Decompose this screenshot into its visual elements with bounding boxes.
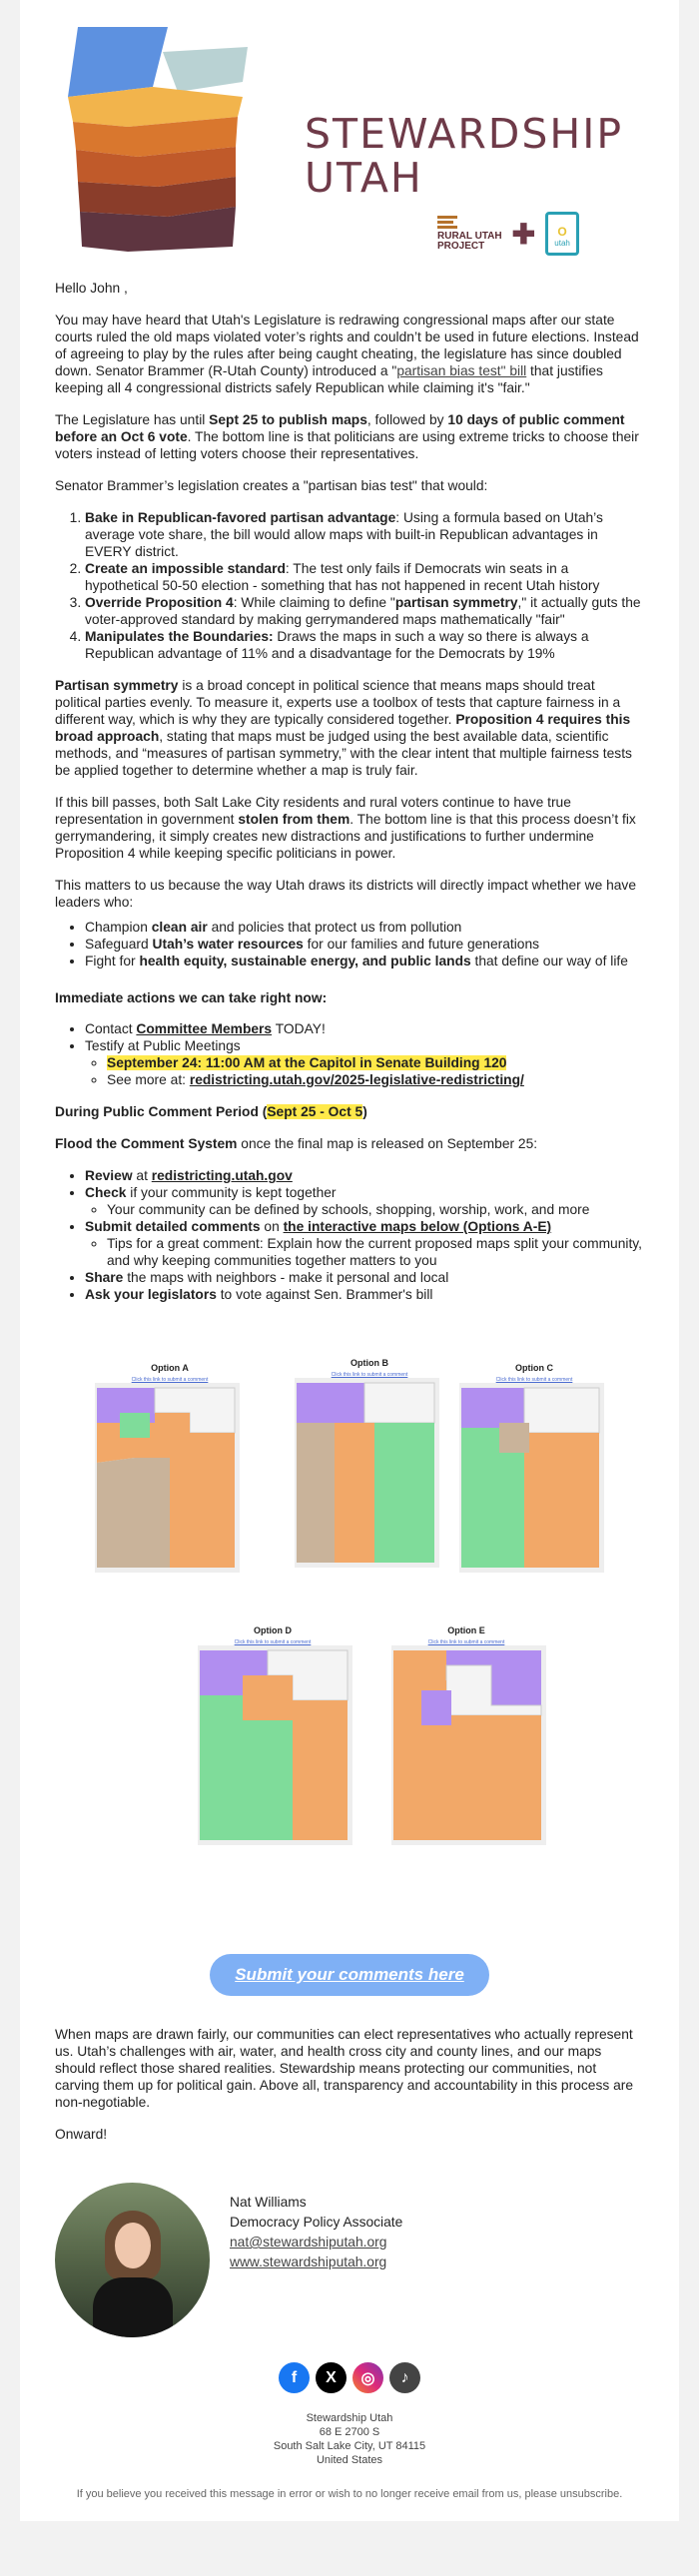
symmetry-paragraph xyxy=(55,677,644,779)
list-item xyxy=(85,560,644,594)
list-item xyxy=(85,1269,644,1286)
item-text: Testify at Public Meetings xyxy=(85,1038,241,1053)
leaders-list xyxy=(85,919,644,969)
list-item xyxy=(85,1020,644,1037)
header xyxy=(20,0,679,280)
step-text: if your community is kept together xyxy=(126,1185,337,1200)
footer-address xyxy=(20,2411,679,2487)
map-option-b[interactable] xyxy=(295,1358,444,1568)
map-option-e[interactable] xyxy=(391,1625,541,1835)
closing-paragraph: When maps are drawn fairly, our communities can elect representatives who actually represent us. Utah’s challenges with air, water, and health cross city and county lines, and our maps should reflect those shared realities. Stewardship means protecting our communities, not carving them up for political gain. Above all, transparency and accountability in this process are non-negotiable. xyxy=(55,2027,634,2110)
stolen-text: If this bill passes, both Salt Lake City residents and rural voters continue to have true representation in government xyxy=(55,795,571,827)
stolen-bold: stolen from them xyxy=(238,812,350,827)
map-title: Option B xyxy=(350,1358,388,1368)
o2-label: O xyxy=(557,225,567,239)
actions-list xyxy=(85,1020,644,1088)
symmetry-bold: Partisan symmetry xyxy=(55,678,179,693)
closing-onward: Onward! xyxy=(55,2127,108,2142)
map-title: Option E xyxy=(447,1625,485,1635)
point-text: Draws the maps in such a way so there is always a Republican advantage of 11% and a disadvantage for the Democrats by 19% xyxy=(85,629,589,661)
message-content xyxy=(20,280,679,1303)
stolen-paragraph xyxy=(55,794,644,862)
map-comment-link[interactable]: Click this link to submit a comment xyxy=(495,1377,573,1383)
step-bold: Review xyxy=(85,1168,133,1183)
point-bold-2: partisan symmetry xyxy=(394,595,518,610)
list-item xyxy=(85,1286,644,1303)
cta-wrapper xyxy=(20,1942,679,2026)
point-bold: Manipulates the Boundaries: xyxy=(85,629,274,644)
list-item xyxy=(107,1071,644,1088)
partner-logos xyxy=(437,212,579,256)
list-item: ◦ Tips for a great comment: Explain how the current proposed maps split your community, and why keeping communities together matters to you xyxy=(107,1235,644,1269)
footer-org: Stewardship Utah xyxy=(306,2412,393,2424)
item-bold: clean air xyxy=(151,920,208,935)
list-item xyxy=(85,1218,644,1269)
signature-website-link[interactable]: www.stewardshiputah.org xyxy=(230,2254,387,2269)
item-text: Fight for xyxy=(85,954,140,968)
period-post: ) xyxy=(362,1104,367,1119)
list-item xyxy=(85,1167,644,1184)
map-options xyxy=(20,1318,679,1942)
item-text: See more at: xyxy=(107,1072,190,1087)
partisan-bias-bill-link[interactable]: partisan bias test" bill xyxy=(396,363,527,378)
point-bold: Bake in Republican-favored partisan advantage xyxy=(85,510,396,525)
signature-role: Democracy Policy Associate xyxy=(230,2215,403,2230)
list-item xyxy=(85,509,644,560)
closing xyxy=(20,2026,679,2183)
deadline-bold: Sept 25 to publish maps xyxy=(209,412,367,427)
list-item: ◦ Your community can be defined by schools, shopping, worship, work, and more xyxy=(107,1201,644,1218)
map-comment-link[interactable]: Click this link to submit a comment xyxy=(331,1372,408,1378)
map-c-image xyxy=(459,1383,604,1573)
stewardship-logo-icon xyxy=(68,22,298,257)
map-d-image xyxy=(198,1645,352,1845)
deadline-text-2: , followed by xyxy=(366,412,448,427)
committee-members-link[interactable]: Committee Members xyxy=(136,1021,273,1036)
item-bold: health equity, sustainable energy, and public lands xyxy=(139,954,471,968)
greeting: Hello John , xyxy=(55,281,128,296)
map-option-a[interactable] xyxy=(95,1363,245,1573)
point-bold: Override Proposition 4 xyxy=(85,595,234,610)
list-item xyxy=(85,919,644,936)
step-bold: Check xyxy=(85,1185,127,1200)
point-text: : The test only fails if Democrats win seats in a hypothetical 50-50 election - something that has not happened in recent Utah history xyxy=(85,561,600,593)
list-item xyxy=(85,1184,644,1218)
prop4-bold: Proposition 4 requires this broad approach xyxy=(55,712,631,744)
step-text: at xyxy=(132,1168,152,1183)
o2-sub: utah xyxy=(554,239,570,248)
brand-line-1: STEWARDSHIP xyxy=(305,110,624,158)
map-title: Option C xyxy=(515,1363,553,1373)
period-dates: Sept 25 - Oct 5 xyxy=(267,1104,363,1119)
signature-name: Nat Williams xyxy=(230,2195,307,2210)
intro-paragraph-3: Senator Brammer’s legislation creates a "partisan bias test" that would: xyxy=(55,478,488,493)
rural-utah-project-logo xyxy=(437,216,502,252)
point-text: : While claiming to define " xyxy=(233,595,395,610)
step-text: to vote against Sen. Brammer's bill xyxy=(216,1287,433,1302)
step-text: on xyxy=(260,1219,284,1234)
item-text: Champion xyxy=(85,920,152,935)
item-text-2: that define our way of life xyxy=(470,954,628,968)
period-pre: During Public Comment Period ( xyxy=(55,1104,268,1119)
step-bold: Submit detailed comments xyxy=(85,1219,261,1234)
map-title: Option D xyxy=(254,1625,292,1635)
signature xyxy=(20,2183,679,2357)
rup-line-1: RURAL UTAH xyxy=(437,231,502,242)
submit-comments-button[interactable]: Submit your comments here xyxy=(210,1954,489,1996)
avatar xyxy=(55,2183,210,2337)
interactive-maps-link[interactable]: the interactive maps below (Options A-E) xyxy=(283,1219,552,1234)
map-option-d[interactable] xyxy=(198,1625,348,1835)
point-text-2: ," it actually guts the voter-approved standard by making gerrymandered maps mathematically "fair" xyxy=(85,595,641,627)
map-option-c[interactable] xyxy=(459,1363,609,1573)
email-body xyxy=(20,0,679,2521)
deadline-text-3: . The bottom line is that politicians are using extreme tricks to choose their voters instead of letting voters choose their representatives. xyxy=(55,429,639,461)
deadline-text: The Legislature has until xyxy=(55,412,210,427)
period-heading xyxy=(55,1103,644,1120)
o2-utah-logo xyxy=(545,212,579,256)
item-text-2: for our families and future generations xyxy=(303,937,540,952)
map-comment-link[interactable]: Click this link to submit a comment xyxy=(131,1377,209,1383)
flood-text: once the final map is released on September 25: xyxy=(237,1136,538,1151)
intro-paragraph-2 xyxy=(55,411,644,462)
footer-country: United States xyxy=(316,2454,383,2466)
footer-addr1: 68 E 2700 S xyxy=(319,2426,380,2438)
list-item xyxy=(85,953,644,969)
list-item xyxy=(85,594,644,628)
point-text: : Using a formula based on Utah’s average vote share, the bill would allow maps with built-in Republican advantages in EVERY district. xyxy=(85,510,603,559)
list-item xyxy=(107,1054,644,1071)
bill-effects-list xyxy=(85,509,644,662)
meeting-highlight: September 24: 11:00 AM at the Capitol in Senate Building 120 xyxy=(107,1055,507,1070)
step-bold: Share xyxy=(85,1270,124,1285)
list-item xyxy=(85,936,644,953)
item-text-2: and policies that protect us from pollution xyxy=(207,920,462,935)
signature-info xyxy=(210,2183,402,2357)
tiktok-icon[interactable]: ♪ xyxy=(389,2362,420,2393)
intro-paragraph-1 xyxy=(55,312,644,396)
item-text-2: TODAY! xyxy=(272,1021,326,1036)
x-icon[interactable]: X xyxy=(316,2362,347,2393)
point-bold: Create an impossible standard xyxy=(85,561,286,576)
plus-icon: ✚ xyxy=(511,218,536,250)
brand-line-2: UTAH xyxy=(305,154,423,202)
map-title: Option A xyxy=(151,1363,189,1373)
flood-paragraph xyxy=(55,1135,644,1152)
flood-bold: Flood the Comment System xyxy=(55,1136,238,1151)
intro-text-after: that justifies keeping all 4 congressional districts safely Republican while claiming it's "fair." xyxy=(55,363,603,395)
unsubscribe-text[interactable]: If you believe you received this message in error or wish to no longer receive email from us, please unsubscribe. xyxy=(76,2488,623,2500)
review-link[interactable]: redistricting.utah.gov xyxy=(151,1168,293,1183)
matters-intro: This matters to us because the way Utah draws its districts will directly impact whether we have leaders who: xyxy=(55,878,636,910)
item-text: Safeguard xyxy=(85,937,153,952)
comment-period-bold: 10 days of public comment before an Oct 6 vote xyxy=(55,412,625,444)
map-e-image xyxy=(391,1645,546,1845)
step-sublist xyxy=(107,1201,644,1218)
signature-email-link[interactable]: nat@stewardshiputah.org xyxy=(230,2235,387,2250)
item-bold: Utah’s water resources xyxy=(152,937,304,952)
footer-addr2: South Salt Lake City, UT 84115 xyxy=(273,2440,426,2452)
actions-heading-text: Immediate actions we can take right now: xyxy=(55,990,328,1005)
rup-line-2: PROJECT xyxy=(437,241,485,252)
facebook-icon[interactable]: f xyxy=(279,2362,310,2393)
stolen-text-2: . The bottom line is that this process doesn’t fix gerrymandering, it simply creates new distractions and justifications to further undermine Proposition 4 while keeping specific politicians in power. xyxy=(55,812,636,861)
brand-name xyxy=(305,112,623,200)
map-comment-link[interactable]: Click this link to submit a comment xyxy=(427,1639,505,1645)
list-item xyxy=(85,628,644,662)
actions-heading xyxy=(55,989,644,1006)
item-text: Contact xyxy=(85,1021,137,1036)
step-sublist xyxy=(107,1235,644,1269)
intro-text: You may have heard that Utah's Legislature is redrawing congressional maps after our state courts ruled the old maps violated voter’s rights and couldn’t be used in future elections. Instead of agreeing to play by the rules after being caught cheating, the legislature has since doubled down. Senator Brammer (R-Utah County) introduced a " xyxy=(55,313,639,378)
step-bold: Ask your legislators xyxy=(85,1287,217,1302)
testify-sublist xyxy=(107,1054,644,1088)
step-text: the maps with neighbors - make it personal and local xyxy=(123,1270,449,1285)
redistricting-link[interactable]: redistricting.utah.gov/2025-legislative-redistricting/ xyxy=(189,1072,524,1087)
map-b-image xyxy=(295,1378,439,1568)
symmetry-text: is a broad concept in political science that means maps should treat political parties evenly. To measure it, experts use a toolbox of tests that capture fairness in a different way, which is why they are typically considered together. xyxy=(55,678,621,727)
steps-list xyxy=(85,1167,644,1303)
list-item xyxy=(85,1037,644,1088)
map-comment-link[interactable]: Click this link to submit a comment xyxy=(234,1639,312,1645)
social-links xyxy=(20,2357,679,2411)
instagram-icon[interactable]: ◎ xyxy=(352,2362,383,2393)
map-a-image xyxy=(95,1383,240,1573)
symmetry-text-2: , stating that maps must be judged using the best available data, scientific methods, and “measures of partisan symmetry,” with the clear intent that multiple fairness tests be applied together to determine whether a map is truly fair. xyxy=(55,729,632,778)
